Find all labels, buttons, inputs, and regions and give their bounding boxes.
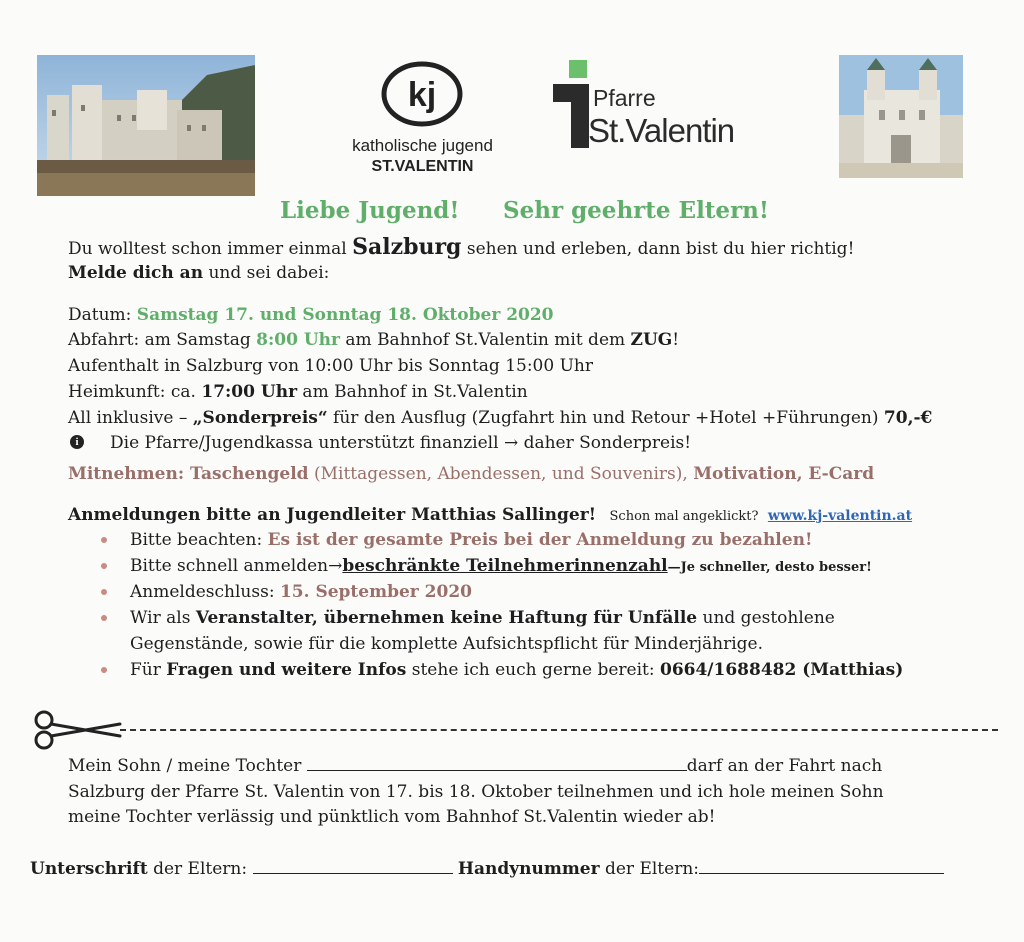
datum-line: Datum: Samstag 17. und Sonntag 18. Oktober 2020 [68, 305, 554, 325]
bullet-dot [101, 589, 107, 595]
pfarre-logo [553, 60, 743, 160]
clicked-text: Schon mal angeklickt? [609, 509, 759, 524]
aufenthalt-line: Aufenthalt in Salzburg von 10:00 Uhr bis Sonntag 15:00 Uhr [68, 356, 593, 376]
info-circle-icon: i [70, 435, 84, 449]
bullet-dot [101, 537, 107, 543]
inklusive-line: All inklusive – „Sonderpreis“ für den Ausflug (Zugfahrt hin und Retour +Hotel +Führungen) 70,-€ [68, 408, 933, 428]
scissors-icon [32, 710, 122, 750]
bullet-4: Wir als Veranstalter, übernehmen keine Haftung für Unfälle und gestohlene [130, 608, 835, 628]
heimkunft-line: Heimkunft: ca. 17:00 Uhr am Bahnhof in St.Valentin [68, 382, 528, 402]
abfahrt-line: Abfahrt: am Samstag 8:00 Uhr am Bahnhof St.Valentin mit dem ZUG! [68, 330, 680, 350]
svg-text:kj: kj [407, 76, 437, 114]
info-text: Die Pfarre/Jugendkassa unterstützt finanziell → daher Sonderpreis! [110, 433, 692, 453]
kj-logo-line1: katholische jugend [352, 136, 493, 155]
bullet-dot [101, 563, 107, 569]
slip-line-2: Salzburg der Pfarre St. Valentin von 17. bis 18. Oktober teilnehmen und ich hole meinen Sohn [68, 782, 884, 802]
pfarre-logo-line1: Pfarre [593, 85, 656, 111]
kj-logo-line2: ST.VALENTIN [371, 158, 474, 175]
salzburg-fortress-photo [37, 55, 255, 196]
salzburg-cathedral-photo [839, 55, 963, 178]
child-name-field[interactable] [307, 756, 687, 771]
bullet-3: Anmeldeschluss: 15. September 2020 [130, 582, 472, 602]
bullet-5: Für Fragen und weitere Infos stehe ich euch gerne bereit: 0664/1688482 (Matthias) [130, 660, 904, 680]
bullet-dot [101, 667, 107, 673]
kj-logo-mark [330, 60, 515, 130]
signature-field[interactable] [253, 859, 453, 874]
intro-line-2: Melde dich an und sei dabei: [68, 263, 330, 283]
slip-line-1: Mein Sohn / meine Tochter darf an der Fahrt nach [68, 756, 883, 776]
greeting-left: Liebe Jugend! [280, 197, 460, 224]
website-link[interactable]: www.kj-valentin.at [767, 508, 913, 524]
bullet-1: Bitte beachten: Es ist der gesamte Preis bei der Anmeldung zu bezahlen! [130, 530, 813, 550]
bullet-2: Bitte schnell anmelden→beschränkte Teilnehmerinnenzahl—Je schneller, desto besser! [130, 556, 872, 576]
phone-field[interactable] [699, 859, 944, 874]
cut-line [120, 729, 998, 731]
bullet-dot [101, 615, 107, 621]
datum-value: Samstag 17. und Sonntag 18. Oktober 2020 [136, 305, 554, 325]
intro-city: Salzburg [352, 234, 462, 260]
signature-line: Unterschrift der Eltern: Handynummer der Eltern: [30, 858, 944, 880]
kj-logo [330, 60, 515, 180]
intro-line-1: Du wolltest schon immer einmal Salzburg sehen und erleben, dann bist du hier richtig! [68, 234, 855, 260]
slip-line-3: meine Tochter verlässig und pünktlich vom Bahnhof St.Valentin wieder ab! [68, 807, 716, 827]
pfarre-logo-line2: St.Valentin [588, 112, 735, 149]
greeting-right: Sehr geehrte Eltern! [503, 197, 770, 224]
mitnehmen-line: Mitnehmen: Taschengeld (Mittagessen, Abendessen, und Souvenirs), Motivation, E-Card [68, 464, 875, 484]
bullet-4-line-2: Gegenstände, sowie für die komplette Aufsichtspflicht für Minderjährige. [130, 634, 764, 654]
registration-heading: Anmeldungen bitte an Jugendleiter Matthias Sallinger! [68, 505, 597, 525]
registration-heading-line [68, 504, 912, 528]
